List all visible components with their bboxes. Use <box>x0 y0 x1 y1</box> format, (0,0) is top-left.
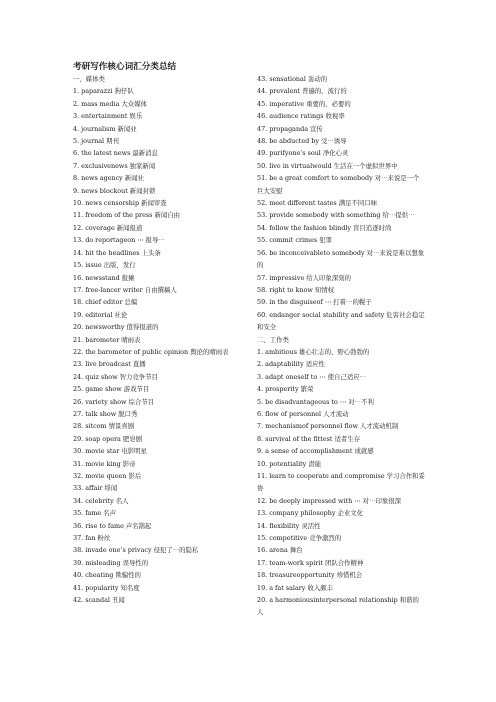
vocab-entry: 49. purifyone’s soul 净化心灵 <box>257 149 349 158</box>
vocab-entry: 59. in the disguiseof ⋯ 打着⋯的幌子 <box>257 298 372 307</box>
vocab-entry: 56. be inconceivableto somebody 对⋯来说是难以想象的 <box>257 248 425 270</box>
vocab-entry: 31. movie king 影帝 <box>73 459 136 468</box>
vocab-entry: 60. endanger social stability and safety 危害社会稳定和安全 <box>257 310 425 332</box>
vocab-entry: 3. entertainment 娱乐 <box>73 112 143 121</box>
vocab-entry: 4. prosperity 繁荣 <box>257 385 314 394</box>
vocab-entry: 35. fame 名声 <box>73 509 117 518</box>
page-title: 考研写作核心词汇分类总结 <box>73 62 177 72</box>
vocab-entry: 3. adapt oneself to ⋯ 使自己适应⋯ <box>257 372 366 381</box>
vocab-entry: 44. prevalent 普遍的、流行的 <box>257 87 347 96</box>
vocab-entry: 7. exclusivenews 独家新闻 <box>73 161 156 170</box>
left-column <box>73 73 251 606</box>
vocab-entry: 28. sitcom 情景喜剧 <box>73 422 135 431</box>
vocab-entry: 33. affair 绯闻 <box>73 484 118 493</box>
vocab-entry: 5. be disadvantageous to ⋯ 对⋯不利 <box>257 397 374 406</box>
vocab-entry: 15. competitive 竞争激烈的 <box>257 534 342 543</box>
vocab-entry: 15. issue 出版，发行 <box>73 261 136 270</box>
vocab-entry: 39. misleading 误导性的 <box>73 558 149 567</box>
vocab-entry: 16. newsstand 报摊 <box>73 273 135 282</box>
vocab-entry: 16. arena 舞台 <box>257 546 303 555</box>
vocab-entry: 32. movie queen 影后 <box>73 472 142 480</box>
vocab-entry: 6. flow of personnel 人才流动 <box>257 409 349 418</box>
vocab-entry: 30. movie star 电影明星 <box>73 447 147 456</box>
vocab-entry: 19. editorial 社论 <box>73 310 128 319</box>
vocab-entry: 5. journal 期刊 <box>73 137 119 146</box>
vocab-entry: 58. right to know 知情权 <box>257 285 335 294</box>
vocab-entry: 43. sensational 轰动的 <box>257 75 328 83</box>
vocab-entry: 22. the barometer of public opinion 舆论的晴雨表 <box>73 347 229 356</box>
vocab-entry: 57. impressive 给人印象深刻的 <box>257 273 351 282</box>
vocab-entry: 46. audience ratings 收视率 <box>257 112 345 121</box>
vocab-entry: 1. ambitious 雄心壮志的、野心勃勃的 <box>257 347 370 356</box>
vocab-entry: 二、工作类 <box>257 335 289 344</box>
vocab-entry: 20. newsworthy 值得报道的 <box>73 323 159 332</box>
vocab-entry: 51. be a great comfort to somebody 对⋯来说是一个巨大安慰 <box>257 174 420 195</box>
vocab-entry: 25. game show 游戏节目 <box>73 385 150 394</box>
vocab-entry: 9. news blockout 新闻封锁 <box>73 186 156 195</box>
vocab-entry: 42. scandal 丑闻 <box>73 596 125 605</box>
vocab-entry: 24. quiz show 智力竞争节目 <box>73 372 158 381</box>
vocab-entry: 12. coverage 新闻报道 <box>73 223 143 232</box>
vocab-entry: 11. freedom of the press 新闻自由 <box>73 211 181 220</box>
vocab-entry: 40. cheating 欺骗性的 <box>73 571 141 580</box>
vocab-entry: 14. hit the headlines 上头条 <box>73 248 161 257</box>
vocab-entry: 41. popularity 知名度 <box>73 583 140 592</box>
vocab-entry: 12. be deeply impressed with ⋯ 对⋯印象很深 <box>257 496 402 505</box>
vocab-entry: 20. a harmoniousinterpersonal relationship 和谐的人 <box>257 596 419 617</box>
vocab-entry: 26. variety show 综合节目 <box>73 397 155 406</box>
vocab-entry: 14. flexibility 灵活性 <box>257 521 321 530</box>
vocab-entry: 13. company philosophy 企业文化 <box>257 509 364 518</box>
vocab-entry: 34. celebrity 名人 <box>73 496 129 505</box>
vocab-entry: 38. invade one’s privacy 侵犯了⋯的隐私 <box>73 546 199 555</box>
vocab-entry: 50. live in virtualwould 生活在一个虚拟世界中 <box>257 161 398 170</box>
right-column <box>257 73 425 619</box>
vocab-entry: 10. news censorship 新闻审查 <box>73 199 167 208</box>
vocab-entry: 18. treasureopportunity 珍惜机会 <box>257 571 363 580</box>
vocab-entry: 55. commit crimes 犯罪 <box>257 236 332 245</box>
vocab-entry: 53. provide somebody with something 给⋯提供⋯ <box>257 211 415 220</box>
vocab-entry: 17. free-lancer writer 自由撰稿人 <box>73 285 177 294</box>
vocab-entry: 29. soap opera 肥皂剧 <box>73 434 143 443</box>
vocab-entry: 11. learn to cooperate and compromise 学习合作和妥协 <box>257 472 425 493</box>
vocab-entry: 52. meet different tastes 满足不同口味 <box>257 199 378 208</box>
vocab-entry: 37. fan 粉丝 <box>73 534 111 543</box>
vocab-entry: 54. follow the fashion blindly 盲目追逐时尚 <box>257 223 392 232</box>
vocab-entry: 9. a sense of accomplishment 成就感 <box>257 447 374 456</box>
vocab-entry: 23. live broadcast 直播 <box>73 360 146 369</box>
vocab-entry: 2. adaptability 适应性 <box>257 360 325 369</box>
vocab-entry: 6. the latest news 最新消息 <box>73 149 158 158</box>
vocab-entry: 1. paparazzi 狗仔队 <box>73 87 134 96</box>
vocab-entry: 13. do reportageon ⋯ 报导⋯ <box>73 236 165 245</box>
vocab-entry: 8. news agency 新闻社 <box>73 174 144 183</box>
vocab-entry: 47. propaganda 宣传 <box>257 124 323 133</box>
vocab-entry: 19. a fat salary 收入颇丰 <box>257 583 334 592</box>
vocab-entry: 48. be abducted by 受⋯诱导 <box>257 137 347 146</box>
vocab-entry: 8. survival of the fittest 适者生存 <box>257 434 361 443</box>
vocab-entry: 4. journalism 新闻业 <box>73 124 137 133</box>
vocab-entry: 36. rise to fame 声名鹊起 <box>73 521 152 530</box>
vocab-entry: 18. chief editor 总编 <box>73 298 138 307</box>
vocab-entry: 2. mass media 大众媒体 <box>73 99 147 108</box>
vocab-entry: 17. team-work spirit 团队合作精神 <box>257 558 364 567</box>
vocab-entry: 7. mechanismof personnel flow 人才流动机制 <box>257 422 399 431</box>
vocab-entry: 45. imperative 重要的、必要的 <box>257 99 351 108</box>
vocab-entry: 一、媒体类 <box>73 75 105 83</box>
vocab-entry: 21. barometer 晴雨表 <box>73 335 141 344</box>
vocab-entry: 10. potentiality 潜能 <box>257 459 322 468</box>
vocab-entry: 27. talk show 脱口秀 <box>73 409 138 418</box>
